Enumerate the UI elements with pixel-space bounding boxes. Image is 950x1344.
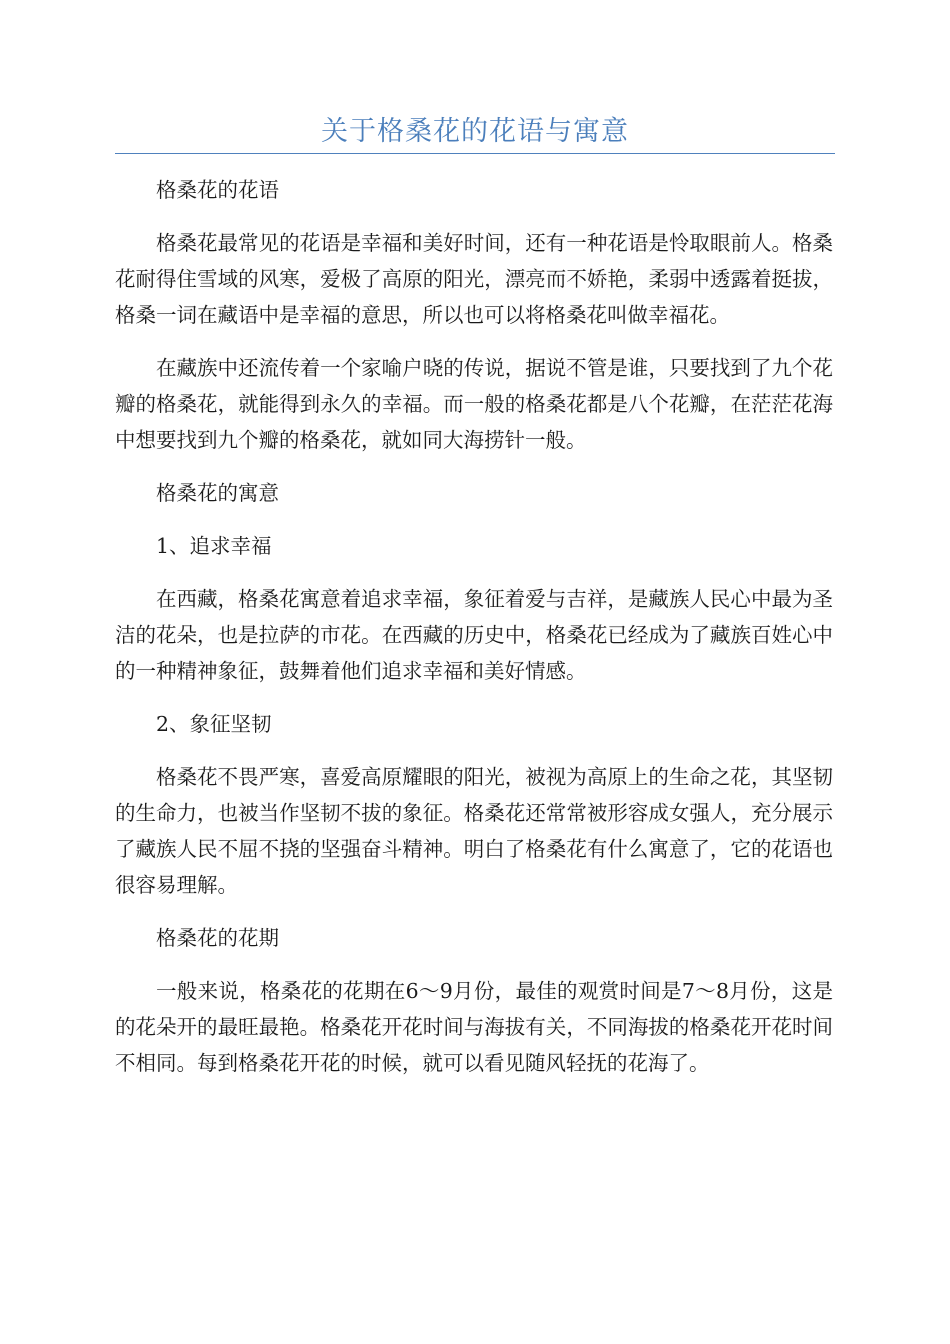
- paragraph-flowering-period: 一般来说，格桑花的花期在6～9月份，最佳的观赏时间是7～8月份，这是的花朵开的最旺最艳。格桑花开花时间与海拔有关，不同海拔的格桑花开花时间不相同。每到格桑花开花的时候，就可以看见随风轻抚的花海了。: [115, 979, 833, 1075]
- document-body: [115, 172, 833, 1098]
- subheading-pursue-happiness: 1、追求幸福: [156, 534, 272, 558]
- paragraph-tenacity: 格桑花不畏严寒，喜爱高原耀眼的阳光，被视为高原上的生命之花，其坚韧的生命力，也被当作坚韧不拔的象征。格桑花还常常被形容成女强人，充分展示了藏族人民不屈不挠的坚强奋斗精神。明白了格桑花有什么寓意了，它的花语也很容易理解。: [115, 765, 833, 897]
- paragraph-pursue-happiness: 在西藏，格桑花寓意着追求幸福，象征着爱与吉祥，是藏族人民心中最为圣洁的花朵，也是拉萨的市花。在西藏的历史中，格桑花已经成为了藏族百姓心中的一种精神象征，鼓舞着他们追求幸福和美好情感。: [115, 587, 833, 683]
- paragraph-legend: 在藏族中还流传着一个家喻户晓的传说，据说不管是谁，只要找到了九个花瓣的格桑花，就能得到永久的幸福。而一般的格桑花都是八个花瓣，在茫茫花海中想要找到九个瓣的格桑花，就如同大海捞针一般。: [115, 356, 833, 452]
- section-heading-flowering-period: 格桑花的花期: [156, 926, 279, 950]
- title-underline: [115, 153, 835, 154]
- document-title: 关于格桑花的花语与寓意: [321, 116, 629, 147]
- section-heading-meaning: 格桑花的寓意: [156, 481, 279, 505]
- paragraph-flower-language: 格桑花最常见的花语是幸福和美好时间，还有一种花语是怜取眼前人。格桑花耐得住雪域的风寒，爱极了高原的阳光，漂亮而不娇艳，柔弱中透露着挺拔，格桑一词在藏语中是幸福的意思，所以也可以将格桑花叫做幸福花。: [115, 231, 833, 327]
- section-heading-flower-language: 格桑花的花语: [156, 178, 279, 202]
- subheading-tenacity: 2、象征坚韧: [156, 712, 272, 736]
